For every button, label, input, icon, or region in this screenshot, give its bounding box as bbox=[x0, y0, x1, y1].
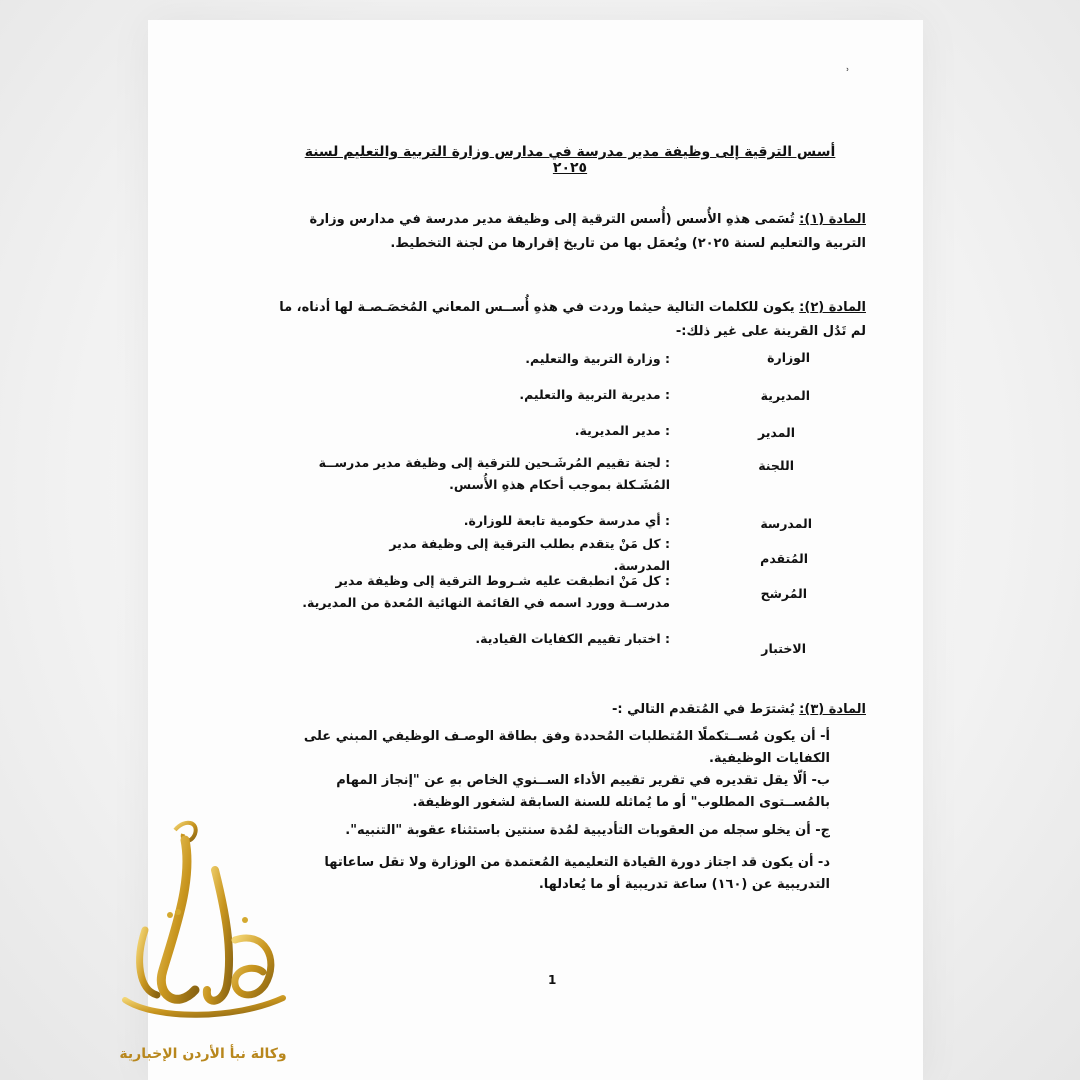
definition-text: : كل مَنْ انطبقت عليه شـروط الترقية إلى وظيفة مدير مدرســة وورد اسمه في القائمة النهائية المُعدة من المديرية. bbox=[302, 573, 670, 610]
article-2 bbox=[276, 296, 866, 344]
definition-term: الوزارة bbox=[767, 350, 810, 365]
article-3-label: المادة (٣): bbox=[799, 702, 866, 717]
definition-text: : وزارة التربية والتعليم. bbox=[525, 351, 670, 366]
definition-term: اللجنة bbox=[758, 458, 794, 473]
definition-text: : مديرية التربية والتعليم. bbox=[519, 387, 670, 402]
definition-text: : كل مَنْ يتقدم بطلب الترقية إلى وظيفة مدير المدرسة. bbox=[389, 536, 670, 573]
definition-text: : اختبار تقييم الكفايات القيادية. bbox=[475, 631, 670, 646]
article-3 bbox=[276, 698, 866, 722]
page-number: 1 bbox=[548, 973, 557, 987]
definition-text: : أي مدرسة حكومية تابعة للوزارة. bbox=[463, 513, 670, 528]
list-item: د- أن يكون قد اجتاز دورة القيادة التعليمية المُعتمدة من الوزارة ولا تقل ساعاتها التدريبية عن (١٦٠) ساعة تدريبية أو ما يُعادلها. bbox=[324, 855, 830, 892]
list-item: أ- أن يكون مُســتكملًا المُتطلبات المُحددة وفق بطاقة الوصـف الوظيفي المبني على الكفايات الوظيفية. bbox=[303, 729, 830, 766]
definition-text: : مدير المديرية. bbox=[574, 423, 670, 438]
document-title: أسس الترقية إلى وظيفة مدير مدرسة في مدارس وزارة التربية والتعليم لسنة ٢٠٢٥ bbox=[304, 144, 836, 176]
logo-caption: وكالة نبأ الأردن الإخبارية bbox=[119, 1046, 287, 1062]
article-3-text: يُشترَط في المُتقدم التالي :- bbox=[611, 702, 800, 717]
definition-term: المدير bbox=[757, 425, 795, 440]
scan-mark: ʾ bbox=[846, 66, 850, 80]
agency-logo-watermark bbox=[115, 820, 290, 1075]
article-2-text: يكون للكلمات التالية حيثما وردت في هذهِ أُســس المعاني المُخصَـصـة لها أدناه، ما لم تَدُل القرينة على غير ذلك:- bbox=[279, 300, 866, 339]
definition-term: الاختبار bbox=[761, 641, 806, 656]
article-1 bbox=[276, 208, 866, 256]
article-2-label: المادة (٢): bbox=[799, 300, 866, 315]
definition-term: المُتقدم bbox=[760, 551, 808, 566]
definition-term: المُرشح bbox=[760, 586, 807, 601]
article-1-text: تُسَمى هذهِ الأُسس (أُسس الترقية إلى وظيفة مدير مدرسة في مدارس وزارة التربية والتعليم لسنة ٢٠٢٥) ويُعمَل بها من تاريخ إقرارها من لجنة التخطيط. bbox=[309, 212, 866, 251]
definition-term: المدرسة bbox=[760, 516, 812, 531]
definition-term: المديرية bbox=[760, 388, 810, 403]
list-item: ب- ألّا يقل تقديره في تقرير تقييم الأداء الســنوي الخاص بهِ عن "إنجاز المهام بالمُســتوى المطلوب" أو ما يُماثله للسنة السابقة لشغور الوظيفة. bbox=[336, 773, 830, 810]
definition-text: : لجنة تقييم المُرشَـحين للترقية إلى وظيفة مدير مدرســة المُشَـكلة بموجب أحكام هذهِ الأُسس. bbox=[318, 455, 670, 492]
article-1-label: المادة (١): bbox=[799, 212, 866, 227]
list-item: ج- أن يخلو سجله من العقوبات التأديبية لمُدة سنتين باستثناء عقوبة "التنبيه". bbox=[345, 823, 830, 838]
